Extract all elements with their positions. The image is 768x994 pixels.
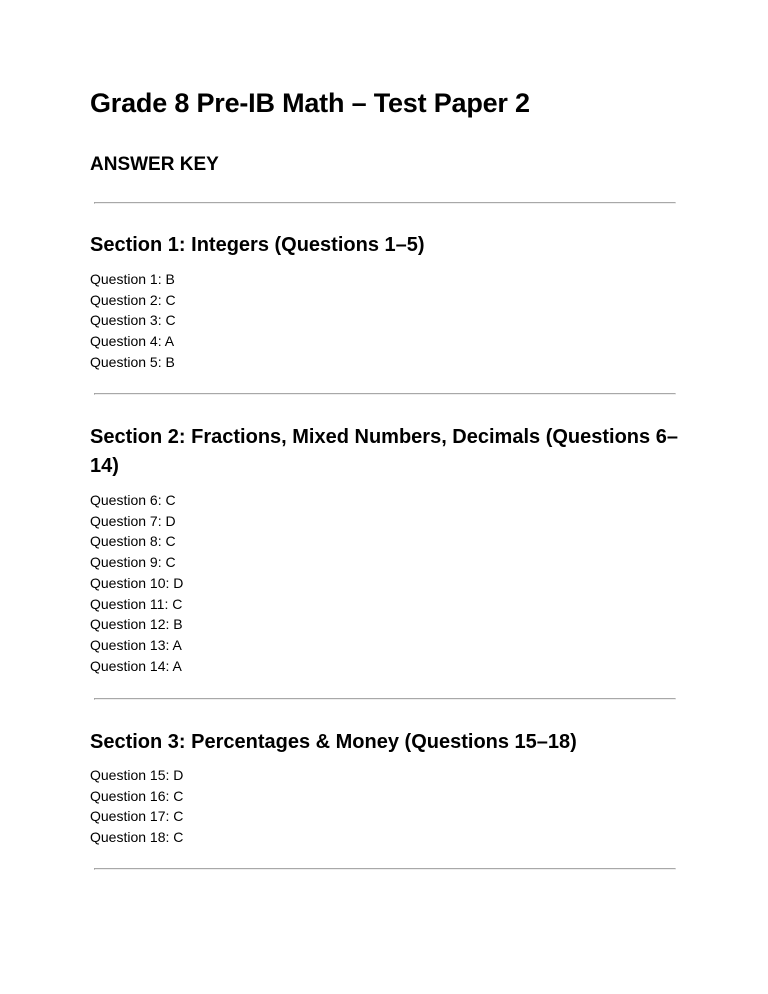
answer-item: Question 15: D	[90, 767, 184, 783]
answer-item: Question 4: A	[90, 333, 175, 350]
section-heading: Section 3: Percentages & Money (Questions 15–18)	[90, 731, 577, 753]
section-heading: Section 1: Integers (Questions 1–5)	[90, 234, 425, 256]
answer-list	[90, 269, 176, 373]
answer-item: Question 16: C	[90, 787, 184, 804]
page-title: Grade 8 Pre-IB Math – Test Paper 2	[90, 88, 530, 118]
answer-item: Question 12: B	[90, 616, 183, 633]
answer-item: Question 6: C	[90, 492, 176, 508]
answer-item: Question 2: C	[90, 291, 176, 308]
answer-item: Question 14: A	[90, 657, 182, 674]
answer-item: Question 11: C	[90, 595, 183, 612]
divider	[94, 393, 676, 395]
answer-item: Question 7: D	[90, 512, 176, 529]
answer-item: Question 8: C	[90, 533, 176, 550]
divider	[94, 202, 676, 204]
answer-list	[90, 765, 183, 848]
answer-item: Question 1: B	[90, 271, 175, 287]
answer-item: Question 17: C	[90, 808, 184, 825]
answer-list	[90, 490, 183, 676]
answer-item: Question 5: B	[90, 353, 175, 370]
section-heading: Section 2: Fractions, Mixed Numbers, Decimals (Questions 6–14)	[90, 426, 678, 477]
answer-item: Question 3: C	[90, 312, 176, 329]
answer-item: Question 13: A	[90, 636, 182, 653]
answer-item: Question 10: D	[90, 574, 184, 591]
divider	[94, 698, 676, 700]
page-subtitle: ANSWER KEY	[90, 154, 219, 175]
divider	[94, 868, 676, 870]
answer-item: Question 18: C	[90, 829, 184, 846]
answer-item: Question 9: C	[90, 554, 176, 571]
